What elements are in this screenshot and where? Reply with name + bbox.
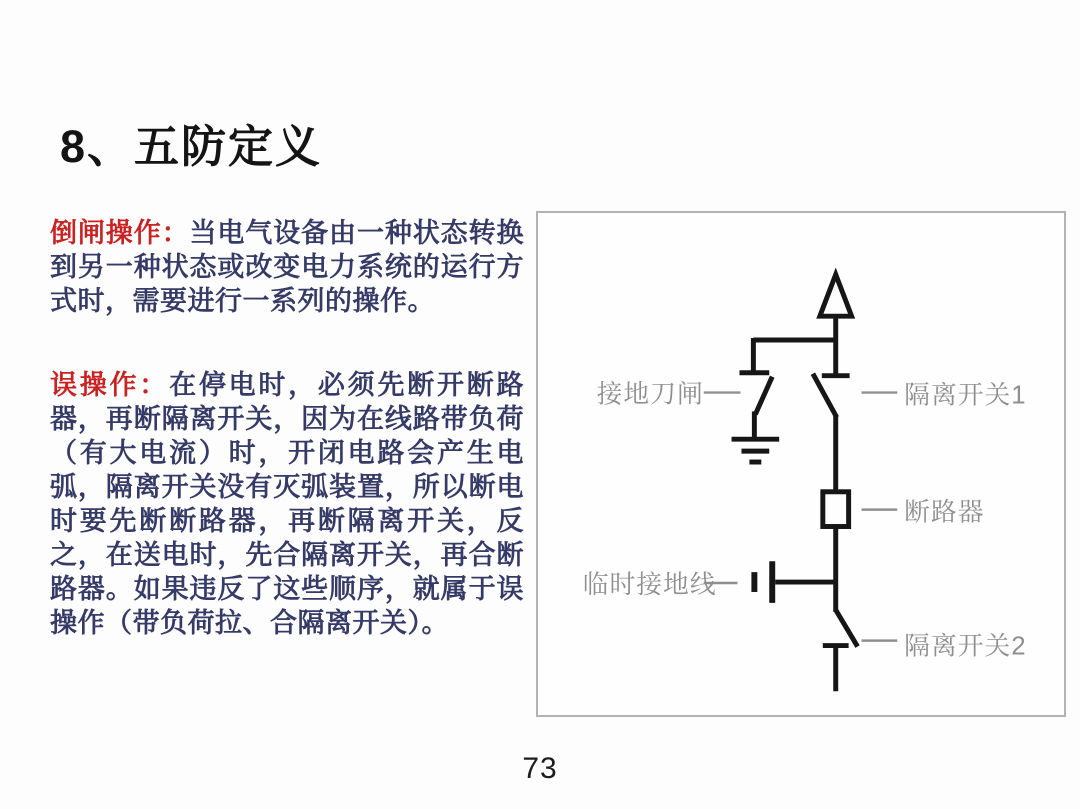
circuit-diagram-panel [536,211,1066,717]
label-isolating-switch-1 [862,380,1027,409]
label-temporary-ground-wire [583,570,738,599]
temporary-ground-wire-label: 临时接地线 [582,570,717,599]
term-misoperation: 误操作： [50,370,170,400]
label-circuit-breaker [862,498,985,527]
isolating-switch-1-icon [813,374,850,494]
paragraph-misoperation [50,368,524,640]
temporary-ground-wire-icon [754,561,835,603]
circuit-breaker-label: 断路器 [904,498,985,527]
incoming-line-arrow-icon [820,275,852,375]
grounding-branch-wire [753,338,835,373]
paragraph-switching-operation [50,216,524,318]
term-switching-operation: 倒闸操作： [50,218,190,248]
single-line-circuit-diagram [538,213,1064,715]
definition-switching-operation: 当电气设备由一种状态转换到另一种状态或改变电力系统的运行方式时，需要进行一系列的操作。 [50,218,524,316]
isolating-switch-2-label: 隔离开关2 [904,632,1027,661]
circuit-breaker-icon [823,492,849,612]
isolating-switch-2-icon [823,610,858,691]
definition-misoperation: 在停电时，必须先断开断路器，再断隔离开关，因为在线路带负荷（有大电流）时，开闭电路会产生电弧，隔离开关没有灭弧装置，所以断电时要先断断路器，再断隔离开关，反之，在送电时，先合隔离开关，再合断路器。如果违反了这些顺序，就属于误操作（带负荷拉、合隔离开关）。 [50,370,525,638]
page-number: 73 [522,752,558,785]
page-title: 8、五防定义 [60,121,323,172]
grounding-knife-switch-label: 接地刀闸 [596,380,704,409]
isolating-switch-1-label: 隔离开关1 [904,381,1027,410]
label-grounding-knife-switch [597,379,741,408]
label-isolating-switch-2 [862,631,1027,660]
grounding-knife-switch-icon [732,373,780,462]
text-column [50,216,524,640]
